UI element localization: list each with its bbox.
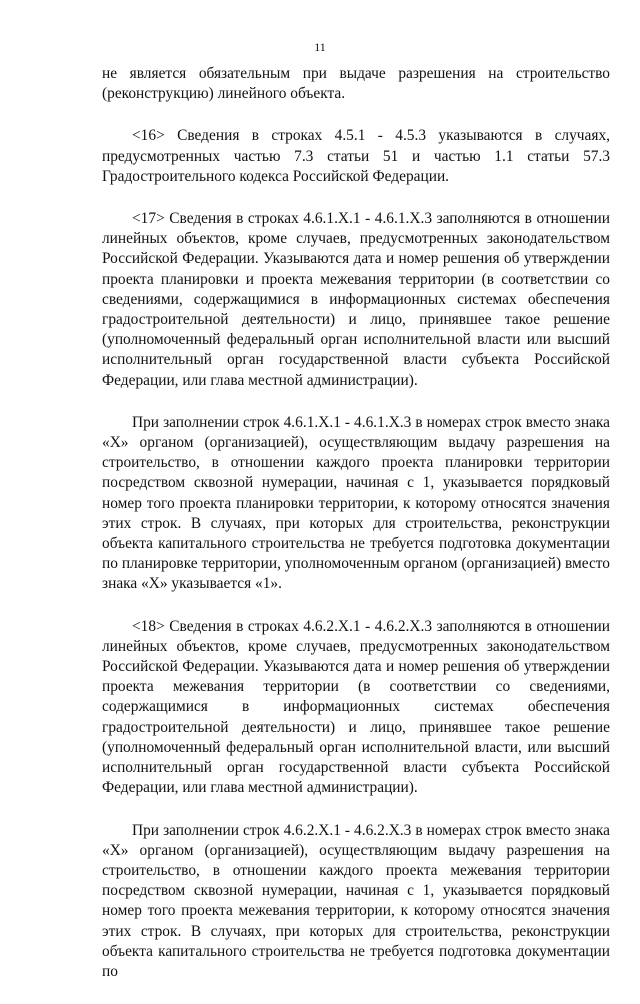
paragraph-4-6-2-numbering: При заполнении строк 4.6.2.Х.1 - 4.6.2.Х.3 в номерах строк вместо знака «Х» органом (организацией), осуществляющим выдачу разрешения на строительство, в отношении каждого проекта межевания территории посредством сквозной нумерации, начиная с 1, указывается порядковый номер того проекта межевания территории, к которому относятся значения этих строк. В случаях, при которых для строительства, реконструкции объекта капитального строительства не требуется подготовка документации по <box>102 821 610 980</box>
paragraph-4-6-1-numbering: При заполнении строк 4.6.1.Х.1 - 4.6.1.Х.3 в номерах строк вместо знака «Х» органом (организацией), осуществляющим выдачу разрешения на строительство, в отношении каждого проекта планировки территории посредством сквозной нумерации, начиная с 1, указывается порядковый номер того проекта планировки территории, к которому относятся значения этих строк. В случаях, при которых для строительства, реконструкции объекта капитального строительства не требуется подготовка документации по планировке территории, уполномоченным органом (организацией) вместо знака «Х» указывается «1». <box>102 413 610 593</box>
footnote-16: <16> Сведения в строках 4.5.1 - 4.5.3 указываются в случаях, предусмотренных частью 7.3 статьи 51 и частью 1.1 статьи 57.3 Градостроительного кодекса Российской Федерации. <box>102 127 610 185</box>
footnote-18: <18> Сведения в строках 4.6.2.Х.1 - 4.6.2.Х.3 заполняются в отношении линейных объектов, кроме случаев, предусмотренных законодательством Российской Федерации. Указываются дата и номер решения об утверждении проекта межевания территории (в соответствии со сведениями, содержащимися в информационных системах обеспечения градостроительной деятельности) и лицо, принявшее такое решение (уполномоченный федеральный орган исполнительной власти, или высший исполнительный орган государственной власти субъекта Российской Федерации, или глава местной администрации). <box>102 617 610 797</box>
paragraph-continuation: не является обязательным при выдаче разрешения на строительство (реконструкцию) линейного объекта. <box>102 65 610 103</box>
footnote-17: <17> Сведения в строках 4.6.1.Х.1 - 4.6.1.Х.3 заполняются в отношении линейных объектов, кроме случаев, предусмотренных законодательством Российской Федерации. Указываются дата и номер решения об утверждении проекта планировки и проекта межевания территории (в соответствии со сведениями, содержащимися в информационных системах обеспечения градостроительной деятельности) и лицо, принявшее такое решение (уполномоченный федеральный орган исполнительной власти или высший исполнительный орган государственной власти субъекта Российской Федерации, или глава местной администрации). <box>102 210 610 389</box>
page-number: 11 <box>314 40 326 54</box>
document-body <box>102 64 610 1004</box>
